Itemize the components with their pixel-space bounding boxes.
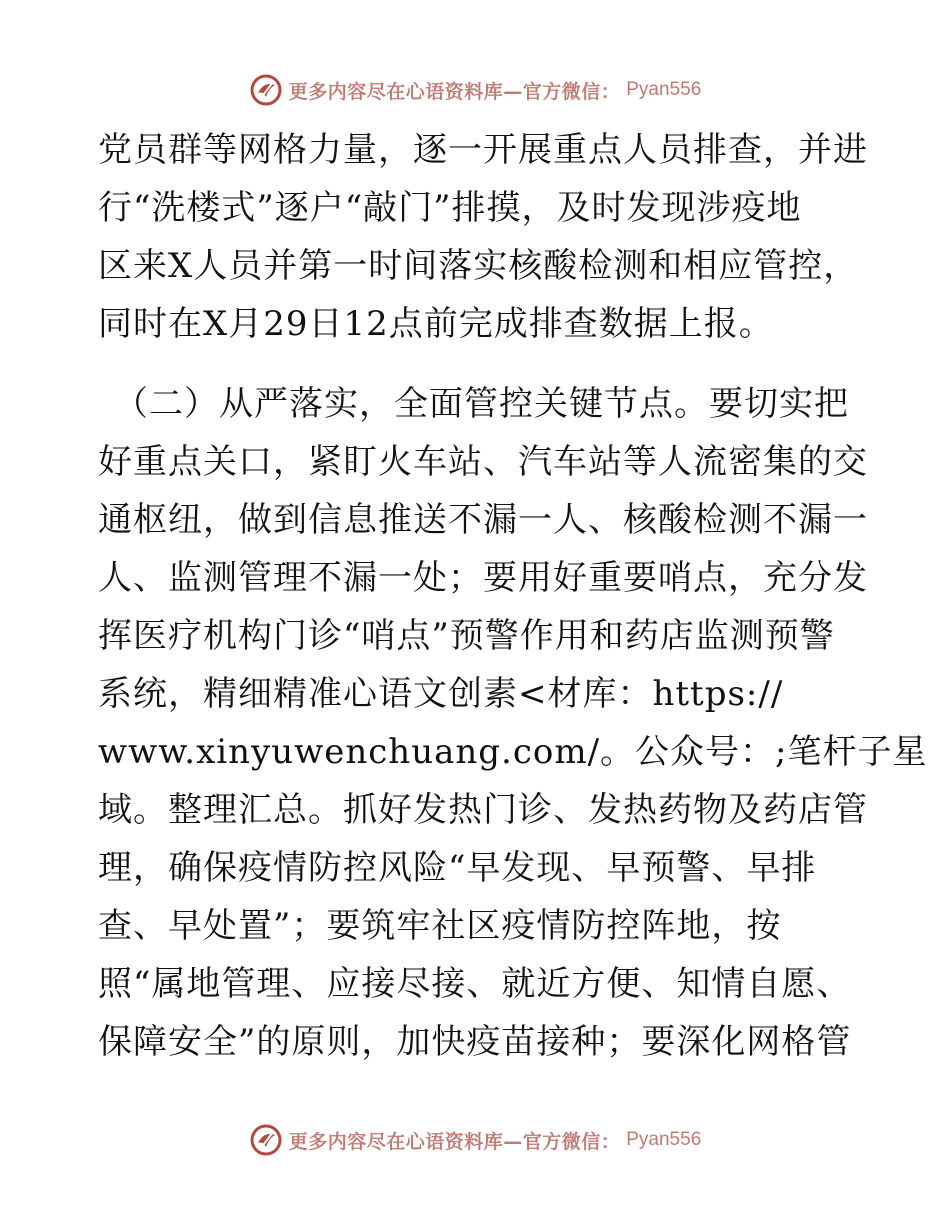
- text-line: 保障安全”的原则，加快疫苗接种；要深化网格管: [98, 1022, 852, 1062]
- document-body: [98, 121, 928, 1071]
- banner-text: 更多内容尽在心语资料库—官方微信：: [288, 1130, 621, 1153]
- text-line: 系统，精细精准心语文创素<材库：https://: [98, 674, 784, 714]
- text-line: 党员群等网格力量，逐一开展重点人员排查，并进: [98, 130, 868, 170]
- text-line: www.xinyuwenchuang.com/。公众号：;笔杆子星: [98, 732, 928, 772]
- red-swirl-logo-icon: [249, 1123, 283, 1157]
- red-swirl-logo-icon: [249, 73, 283, 107]
- header-banner: [0, 70, 950, 110]
- text-line: 域。整理汇总。抓好发热门诊、发热药物及药店管: [98, 790, 868, 830]
- footer-banner: [0, 1120, 950, 1160]
- text-line: 理，确保疫情防控风险“早发现、早预警、早排: [98, 848, 817, 888]
- text-line: 好重点关口，紧盯火车站、汽车站等人流密集的交: [98, 442, 868, 482]
- text-line: 查、早处置”；要筑牢社区疫情防控阵地，按: [98, 906, 782, 946]
- wechat-id: Pyan556: [626, 1129, 702, 1150]
- text-line: 行“洗楼式”逐户“敲门”排摸，及时发现涉疫地: [98, 188, 802, 228]
- text-line: 人、监测管理不漏一处；要用好重要哨点，充分发: [98, 558, 868, 598]
- banner-text: 更多内容尽在心语资料库—官方微信：: [288, 80, 621, 103]
- text-line: 同时在X月29日12点前完成排查数据上报。: [98, 304, 774, 344]
- footer-banner-inner: [249, 1123, 702, 1157]
- text-line: 区来X人员并第一时间落实核酸检测和相应管控，: [98, 246, 859, 286]
- header-banner-inner: [249, 73, 702, 107]
- paragraph-gap: [98, 353, 858, 375]
- section-heading-line: （二）从严落实，全面管控关键节点。要切实把: [114, 384, 849, 424]
- wechat-id: Pyan556: [626, 79, 702, 100]
- text-line: 挥医疗机构门诊“哨点”预警作用和药店监测预警: [98, 616, 835, 656]
- text-line: 照“属地管理、应接尽接、就近方便、知情自愿、: [98, 964, 852, 1004]
- text-line: 通枢纽，做到信息推送不漏一人、核酸检测不漏一: [98, 500, 868, 540]
